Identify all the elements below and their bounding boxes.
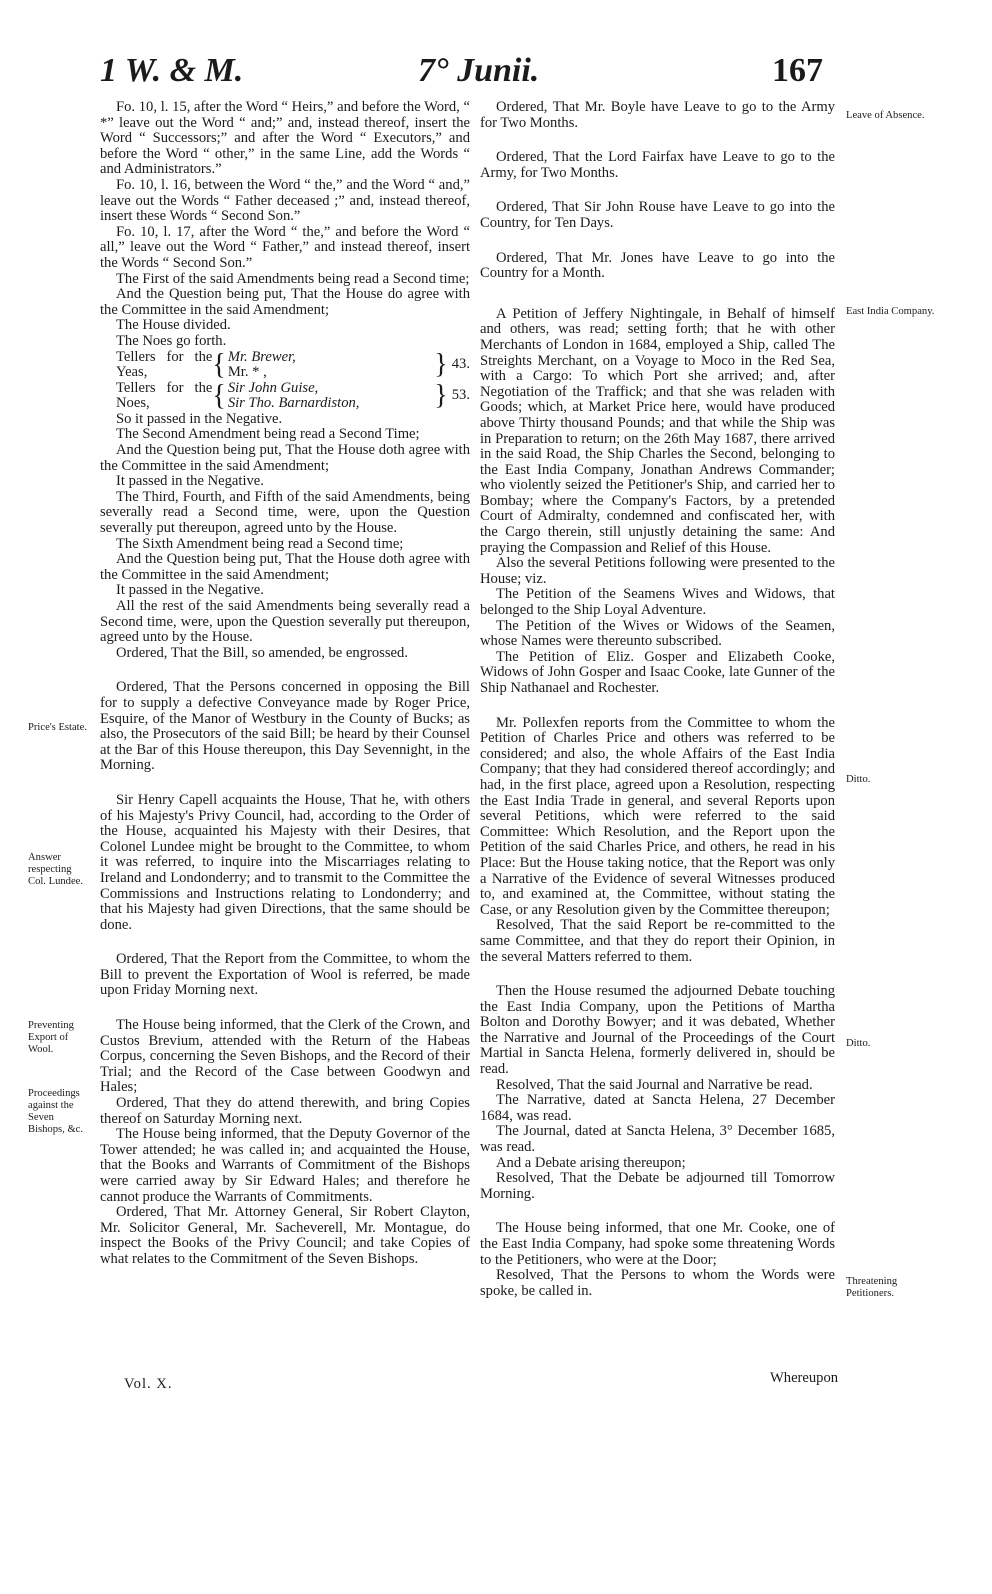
margin-note: Price's Estate.: [28, 722, 87, 733]
paragraph: A Petition of Jeffery Nightingale, in Behalf of himself and others, was read; setting forth; that he with other Merchants of London in 1684, employed a Ship, called The Streights Merchant, on a Voyage to Moco in the Red Sea, with a Cargo: To which Port she arrived; and, after Negotiation of the Traffick; and that she was reladen with Goods; which, at Market Price here, would have produced above Thirty thousand Pounds; and that while the Ship was in Preparation to return; on the 26th May 1687, there arrived in the said Road, the Ship Charles the Second, belonging to the East India Company, Jonathan Andrews Commander; who violently seized the Petitioner's Ship, and carried her to Bombay; where the Company's Factors, by a pretended Court of Admiralty, condemned and confiscated her, with the Cargo therein, still unjustly detaining the same: And praying the Compassion and Relief of this House.: [480, 305, 835, 556]
leave-order: Ordered, That Sir John Rouse have Leave to go into the Country, for Ten Days.: [480, 199, 835, 231]
paragraph: The House being informed, that the Clerk of the Crown, and Custos Brevium, attended with the Return of the Habeas Corpus, concerning the Seven Bishops, and the Record of their Trial; and the Record of the Case between Goodwyn and Hales;: [100, 1017, 470, 1096]
header-regnal-year: 1 W. & M.: [100, 52, 244, 89]
paragraph: The House being informed, that the Deputy Governor of the Tower attended; he was called in; and acquainted the House, that the Books and Warrants of Commitment of the Bishops were carried away by Sir Edward Hales; and therefore he cannot produce the Warrants of Commitments.: [100, 1126, 470, 1205]
paragraph: Resolved, That the Persons to whom the Words were spoke, be called in.: [480, 1267, 835, 1299]
margin-note: Ditto.: [846, 1038, 871, 1049]
paragraph: Resolved, That the said Journal and Narrative be read.: [496, 1076, 813, 1093]
teller-name: Sir Tho. Barnardiston,: [227, 395, 360, 412]
paragraph: The First of the said Amendments being read a Second time;: [116, 270, 470, 287]
margin-note: Leave of Absence.: [846, 110, 925, 121]
paragraph: The Petition of the Wives or Widows of the Seamen, whose Names were thereunto subscribed.: [480, 617, 835, 650]
capell-answer: Sir Henry Capell acquaints the House, That he, with others of his Majesty's Privy Council, had, according to the Order of the House, acquainted his Majesty with their Desires, that Colonel Lundee might be brought to the Committee, to whom it was referred, to inquire into the Miscarriages relating to Ireland and Londonderry; and to transmit to the Committee the Commissions and Instructions relating to Londonderry; and that his Majesty had given Directions, that the same should be done.: [100, 791, 470, 933]
right-column: [480, 100, 835, 1299]
paragraph: The Third, Fourth, and Fifth of the said Amendments, being severally read a Second time, were, upon the Question severally put thereupon, agreed unto by the House.: [100, 488, 470, 537]
paragraph: The Journal, dated at Sancta Helena, 3° December 1685, was read.: [480, 1123, 835, 1156]
tellers-noes: [116, 381, 470, 412]
margin-note: Preventing Export of Wool.: [28, 1020, 74, 1055]
brace: {: [212, 348, 226, 381]
header-date: 7° Junii.: [418, 52, 540, 89]
tellers-names: [228, 350, 434, 381]
left-column: [100, 100, 470, 1268]
paragraph: Also the several Petitions following were presented to the House; viz.: [480, 555, 835, 587]
paragraph: The House divided.: [116, 317, 231, 334]
paragraph: Ordered, That Mr. Attorney General, Sir Robert Clayton, Mr. Solicitor General, Mr. Sacheverell, Mr. Montague, do inspect the Books of the Privy Council; and take Copies of what relates to the Commitment of the Seven Bishops.: [100, 1204, 470, 1267]
paragraph: Then the House resumed the adjourned Debate touching the East India Company, upon the Petitions of Martha Bolton and Dorothy Bowyer; and it was debated, Whether the Narrative and Journal of the Proceedings of the Court Martial in Sancta Helena, formerly delivered in, should be read.: [480, 983, 835, 1078]
paragraph: Fo. 10, l. 16, between the Word “ the,” and the Word “ and,” leave out the Words “ Father deceased ;” and, instead thereof, insert these Words “ Second Son.”: [100, 176, 470, 225]
margin-note: Threatening Petitioners.: [846, 1276, 898, 1299]
wool-order: Ordered, That the Report from the Committee, to whom the Bill to prevent the Exportation of Wool is referred, be made upon Friday Morning next.: [100, 951, 470, 999]
volume-signature: Vol. X.: [124, 1376, 173, 1392]
paragraph: The Petition of Eliz. Gosper and Elizabeth Cooke, Widows of John Gosper and Isaac Cooke, late Gunner of the Ship Nathanael and Rochester.: [480, 648, 835, 696]
paragraph: The House being informed, that one Mr. Cooke, one of the East India Company, had spoke some threatening Words to the Petitioners, who were at the Door;: [480, 1220, 835, 1268]
page-number: 167: [772, 52, 823, 89]
brace: }: [434, 349, 448, 381]
brace: }: [434, 380, 448, 412]
paragraph: All the rest of the said Amendments being severally read a Second time, were, upon the Question severally put thereupon, agreed unto by the House.: [100, 598, 470, 646]
prices-estate-order: Ordered, That the Persons concerned in opposing the Bill for to supply a defective Conveyance made by Roger Price, Esquire, of the Manor of Westbury in the County of Bucks; as also, the Prosecutors of the said Bill; be heard by their Counsel at the Bar of this House thereupon, this Day Sevennight, in the Morning.: [100, 679, 470, 774]
paragraph: It passed in the Negative.: [116, 473, 264, 490]
paragraph: Resolved, That the said Report be re-committed to the same Committee, and that they do report their Opinion, in the several Matters referred to them.: [480, 917, 835, 965]
tellers-label: Tellers for the Yeas,: [116, 348, 213, 381]
vote-count: 53.: [451, 387, 470, 404]
paragraph: The Sixth Amendment being read a Second time;: [116, 535, 404, 552]
paragraph: Ordered, That they do attend therewith, and bring Copies thereof on Saturday Morning next.: [100, 1095, 470, 1127]
paragraph: The Petition of the Seamens Wives and Widows, that belonged to the Ship Loyal Adventure.: [480, 586, 835, 619]
brace: {: [212, 379, 226, 413]
margin-note: East India Company.: [846, 306, 935, 317]
margin-note: Ditto.: [846, 774, 871, 785]
leave-order: Ordered, That Mr. Boyle have Leave to go to the Army for Two Months.: [480, 99, 835, 131]
paragraph: And the Question being put, That the House doth agree with the Committee in the said Amendment;: [100, 442, 470, 474]
teller-name: Mr. * ,: [227, 364, 267, 381]
leave-order: Ordered, That the Lord Fairfax have Leave to go to the Army, for Two Months.: [480, 149, 835, 181]
vote-count: 43.: [451, 356, 470, 373]
teller-name: Sir John Guise,: [227, 379, 319, 396]
paragraph: The Second Amendment being read a Second Time;: [116, 426, 420, 443]
paragraph: It passed in the Negative.: [116, 582, 264, 599]
tellers-yeas: [116, 350, 470, 381]
leave-order: Ordered, That Mr. Jones have Leave to go into the Country for a Month.: [480, 249, 835, 282]
paragraph: Fo. 10, l. 15, after the Word “ Heirs,” and before the Word, “ *” leave out the Word “ and;” and, instead thereof, insert the Word “ Successors;” and after the Word “ Executors,” and before the Word “ other,” in the same Line, add the Words “ and Administrators.”: [100, 99, 470, 178]
catchword: Whereupon: [770, 1370, 839, 1386]
paragraph: And the Question being put, That the House do agree with the Committee in the said Amendment;: [100, 286, 470, 318]
teller-name: Mr. Brewer,: [227, 348, 296, 365]
paragraph: Ordered, That the Bill, so amended, be engrossed.: [116, 644, 408, 661]
paragraph: And a Debate arising thereupon;: [496, 1154, 686, 1171]
tellers-label: Tellers for the Noes,: [116, 379, 213, 412]
paragraph: The Noes go forth.: [116, 332, 227, 349]
paragraph: So it passed in the Negative.: [116, 410, 283, 427]
margin-note: Proceedings against the Seven Bishops, &c.: [28, 1088, 84, 1135]
paragraph: And the Question being put, That the House doth agree with the Committee in the said Amendment;: [100, 551, 470, 583]
paragraph: Mr. Pollexfen reports from the Committee to whom the Petition of Charles Price and others was referred to be considered; and also, the whole Affairs of the East India Company; that they had considered thereof accordingly; and had, in the first place, agreed upon a Resolution, respecting the East India Trade in general, and several Reports upon several Petitions, which were referred to the said Committee: Which Resolution, and the Report upon the Petition of the said Charles Price, and others, he read in his Place: But the House taking notice, that the Report was only a Narrative of the Evidence of several Witnesses produced to, and examined at, the Committee, without stating the Case, or any Resolution given by the Committee thereupon;: [480, 714, 835, 918]
margin-note: Answer respecting Col. Lundee.: [28, 852, 84, 887]
tellers-names: [228, 381, 434, 412]
paragraph: Resolved, That the Debate be adjourned till Tomorrow Morning.: [480, 1170, 835, 1202]
paragraph: The Narrative, dated at Sancta Helena, 27 December 1684, was read.: [480, 1092, 835, 1124]
paragraph: Fo. 10, l. 17, after the Word “ the,” and before the Word “ all,” leave out the Word “ Father,” and instead thereof, insert the Words “ Second Son.”: [100, 223, 470, 271]
